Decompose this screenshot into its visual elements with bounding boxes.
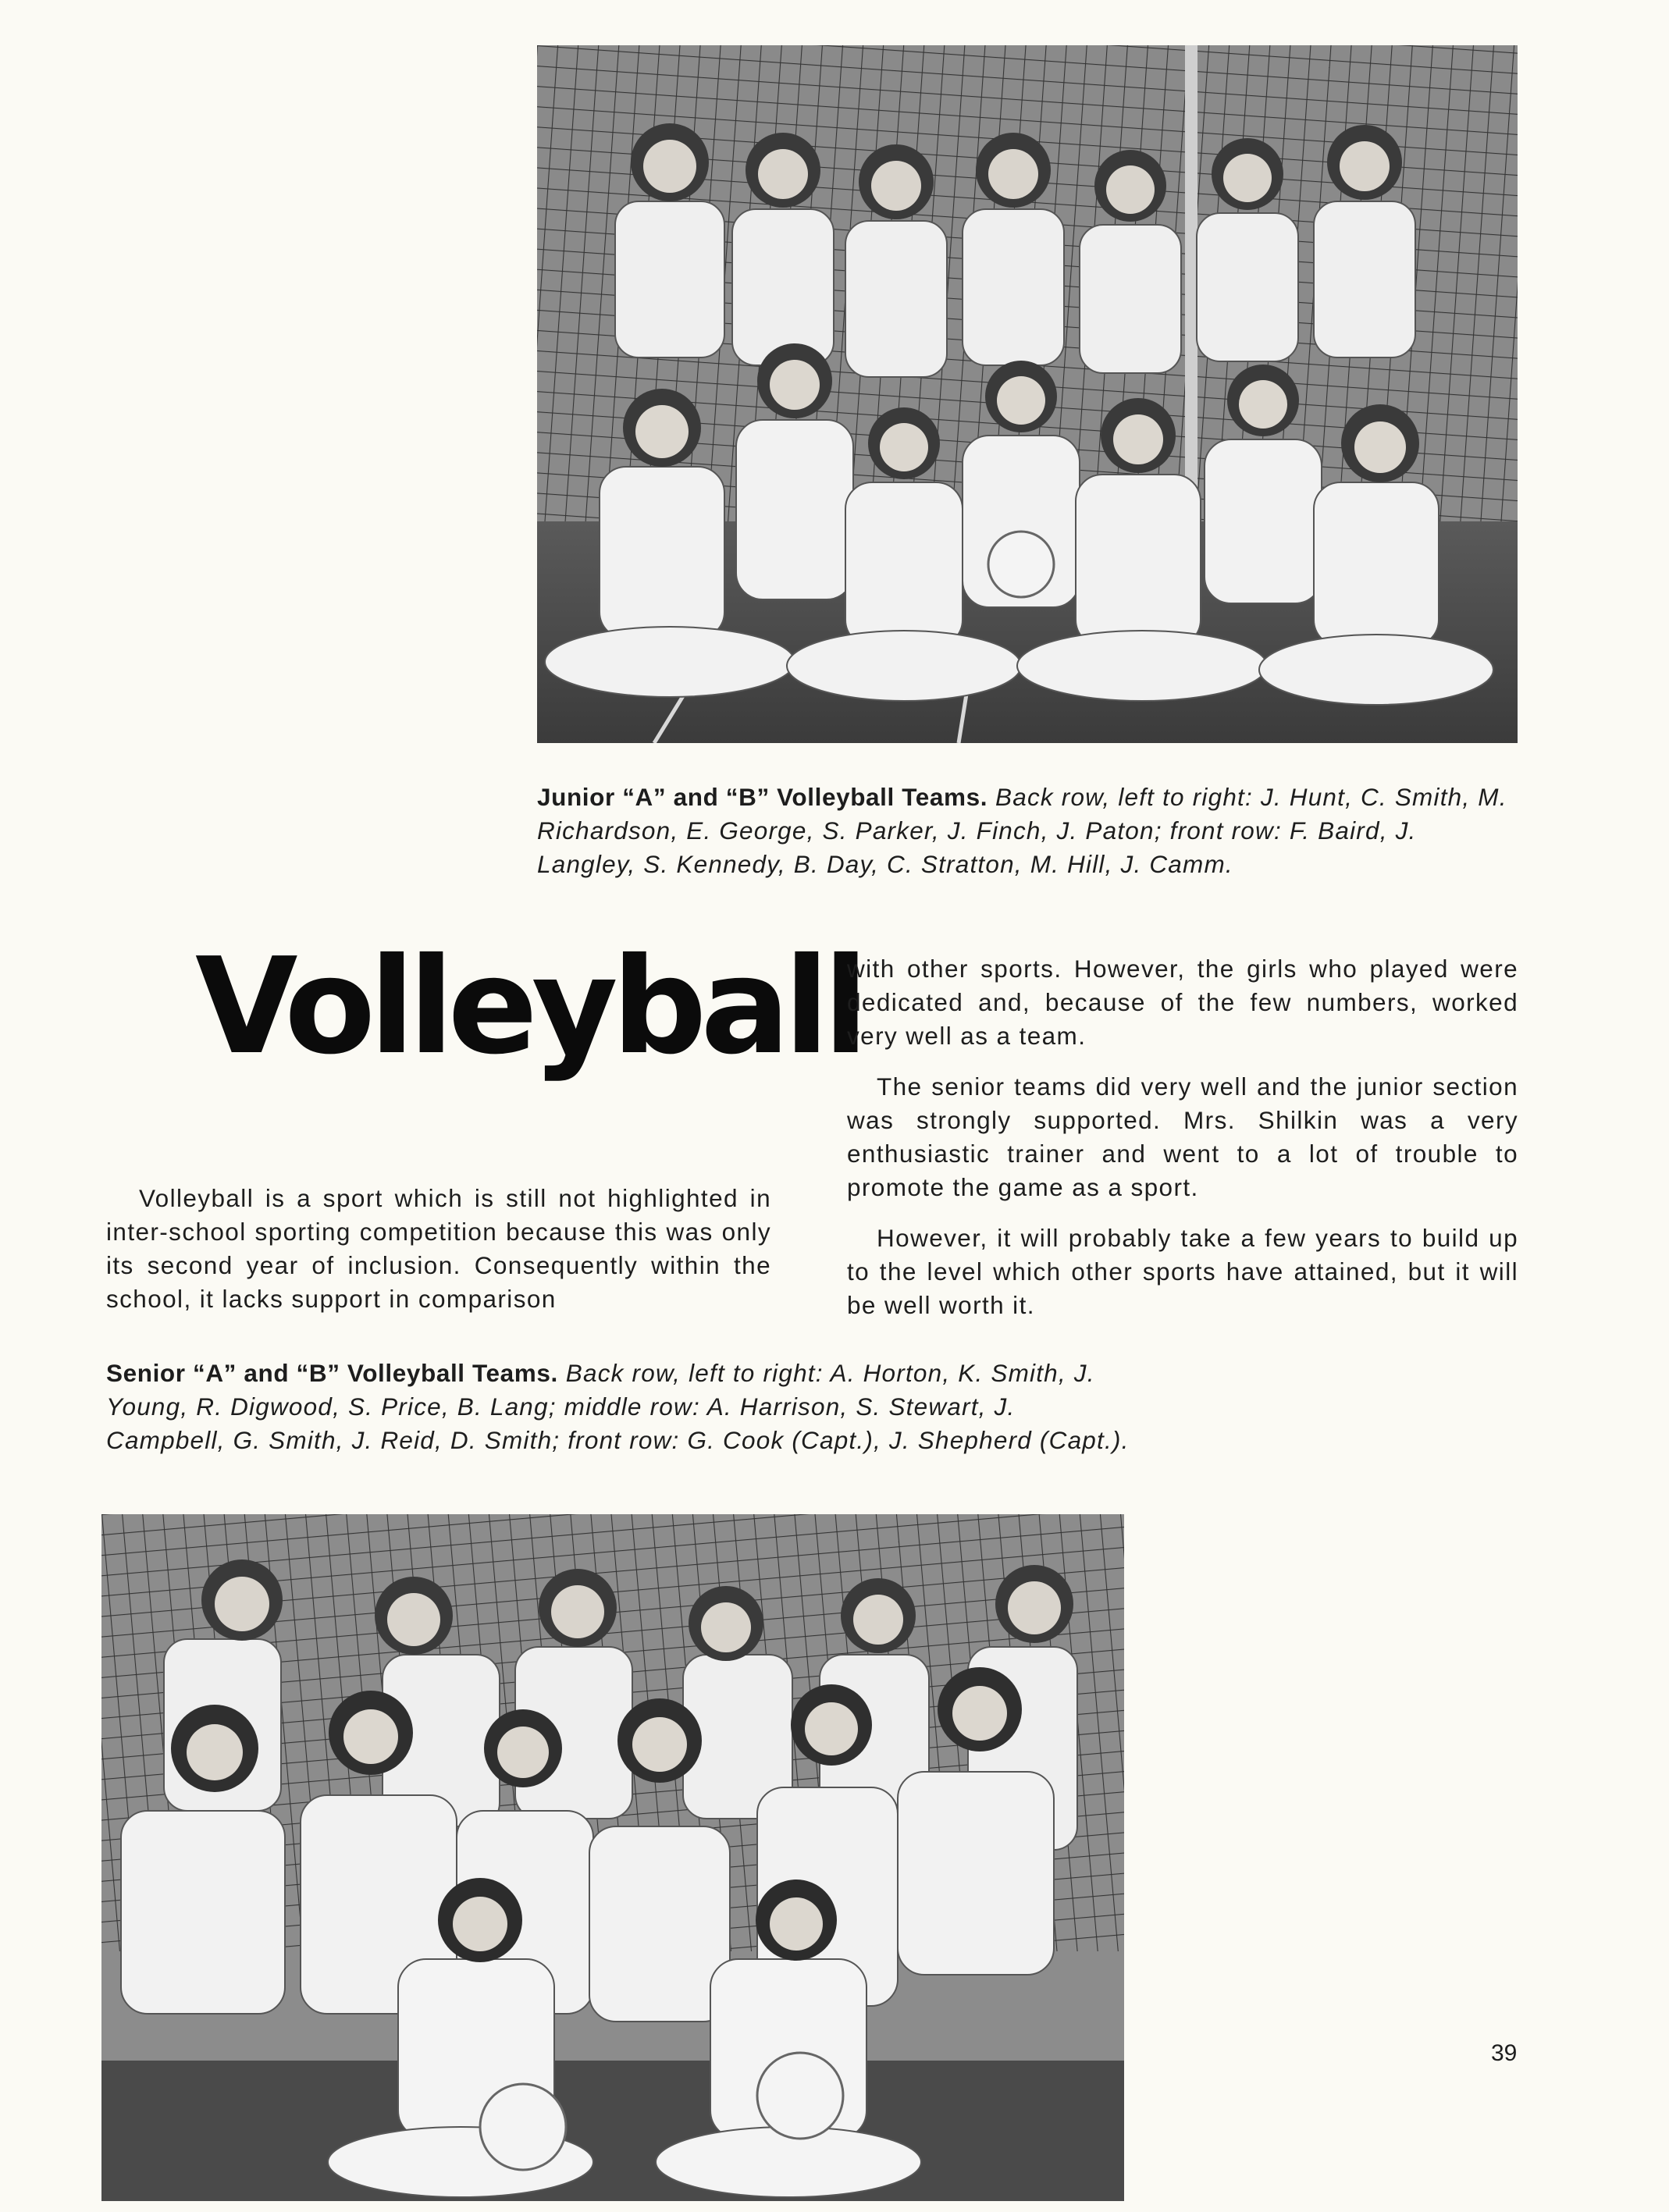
junior-caption-names: Back row, left to right: J. Hunt, C. Smith, M. Richardson, E. George, S. Parker, J. Finch, J. Paton; front row: F. Baird, J. Langley, S. Kennedy, B. Day, C. Stratton, M. Hill, J. Camm. (537, 783, 1507, 878)
junior-team-photo (537, 45, 1518, 743)
article-paragraph-1-continued: with other sports. However, the girls who played were dedicated and, because of the few numbers, worked very well as a team. (847, 955, 1518, 1050)
article-paragraph-1: Volleyball is a sport which is still not highlighted in inter-school sporting competition because this was only its second year of inclusion. Consequently within the school, it lacks support in comparison (106, 1184, 771, 1313)
senior-team-photo (101, 1514, 1124, 2201)
junior-team-caption (537, 781, 1519, 881)
page-title: Volleyball (195, 930, 863, 1084)
article-paragraph-2: The senior teams did very well and the junior section was strongly supported. Mrs. Shilkin was a very enthusiastic trainer and went to a lot of trouble to promote the game as a sport. (847, 1072, 1518, 1201)
senior-caption-heading: Senior “A” and “B” Volleyball Teams. (106, 1359, 558, 1387)
junior-caption-heading: Junior “A” and “B” Volleyball Teams. (537, 783, 988, 811)
article-column-right (847, 952, 1518, 1339)
senior-team-caption (106, 1357, 1137, 1457)
page-number: 39 (1491, 2040, 1518, 2066)
senior-caption-names: Back row, left to right: A. Horton, K. Smith, J. Young, R. Digwood, S. Price, B. Lang; middle row: A. Harrison, S. Stewart, J. Campbell, G. Smith, J. Reid, D. Smith; front row: G. Cook (Capt.), J. Shepherd (Capt.). (106, 1359, 1130, 1454)
article-paragraph-3: However, it will probably take a few years to build up to the level which other sports have attained, but it will be well worth it. (847, 1224, 1518, 1319)
article-column-left (106, 1182, 771, 1333)
